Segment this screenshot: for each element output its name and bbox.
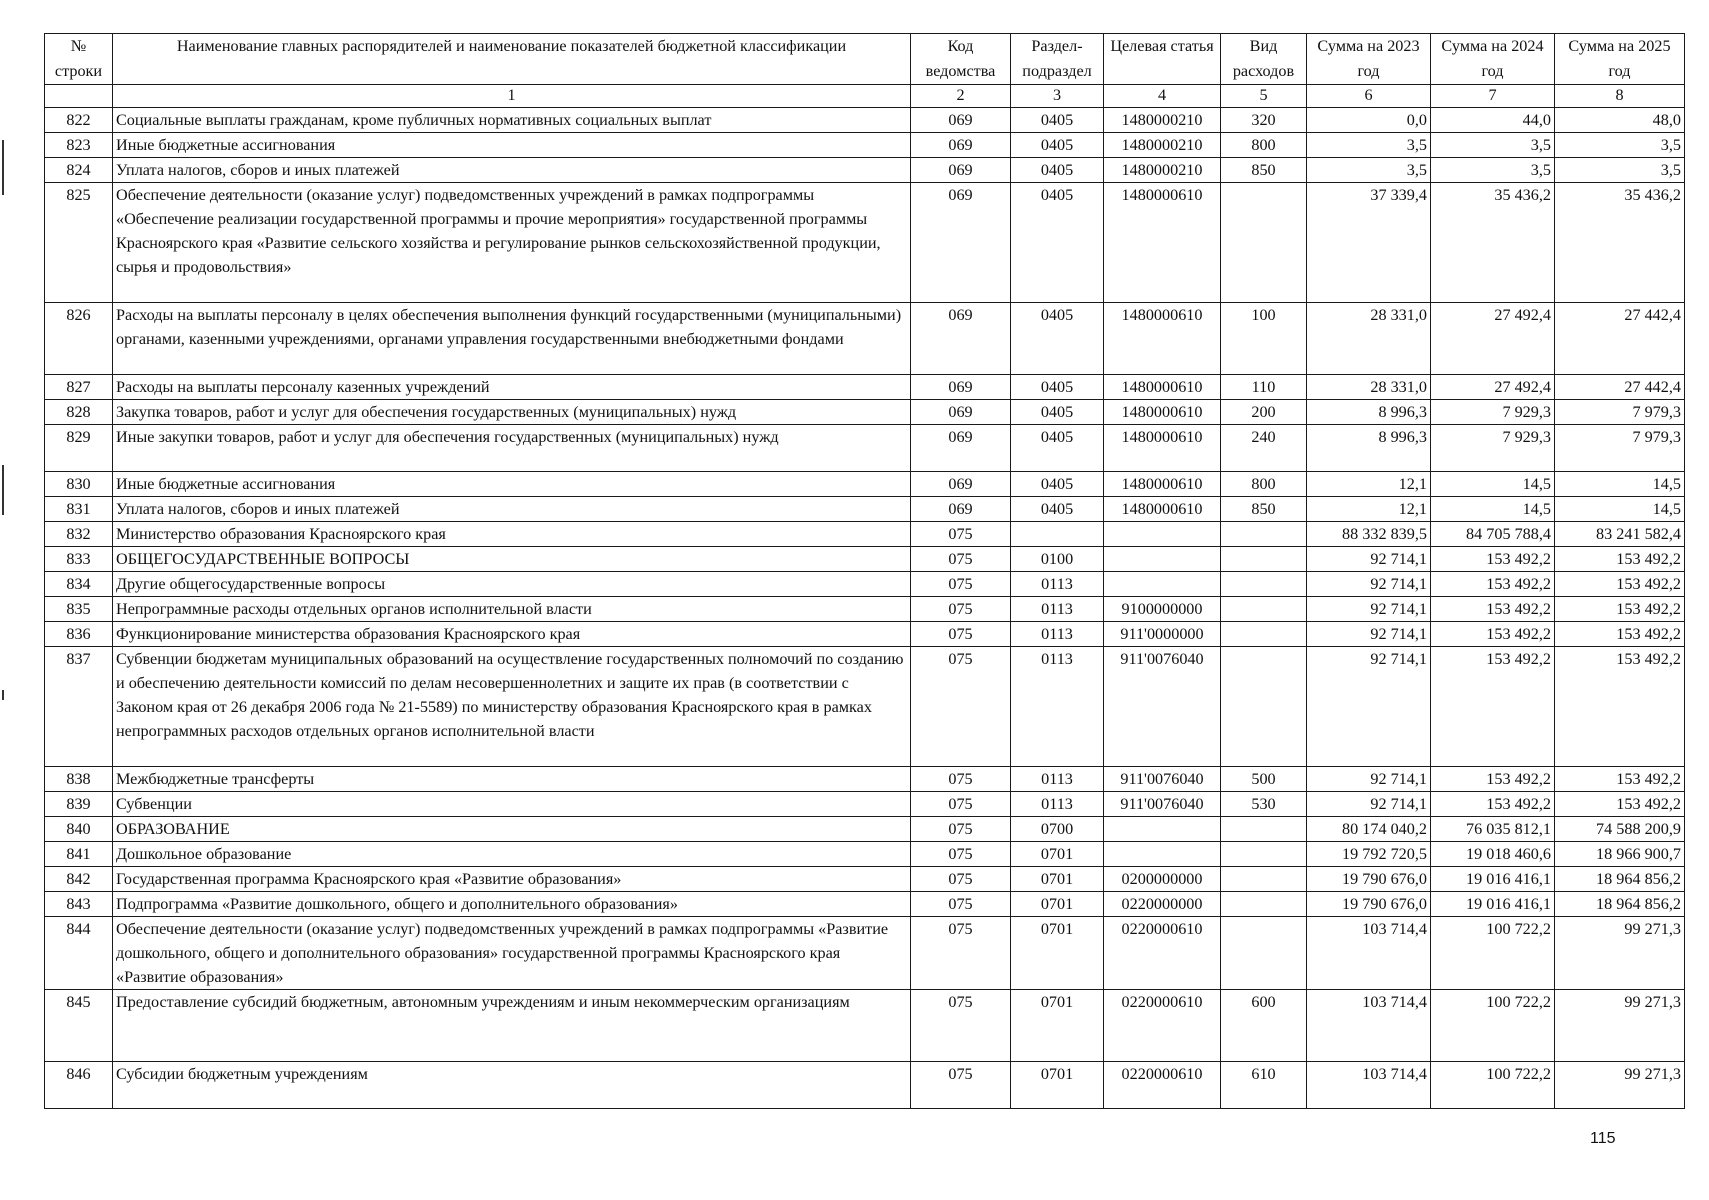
row-name: ОБРАЗОВАНИЕ <box>113 817 911 842</box>
row-target: 1480000210 <box>1104 158 1221 183</box>
row-sum-2025: 153 492,2 <box>1555 572 1685 597</box>
row-dept-code: 075 <box>911 1062 1011 1109</box>
scan-mark <box>2 140 4 195</box>
row-target: 1480000210 <box>1104 133 1221 158</box>
table-row <box>45 767 1685 792</box>
row-section: 0113 <box>1011 792 1104 817</box>
row-exp-type: 800 <box>1221 472 1307 497</box>
col-number: 5 <box>1221 85 1307 108</box>
row-section: 0405 <box>1011 133 1104 158</box>
row-section: 0405 <box>1011 108 1104 133</box>
row-sum-2025: 74 588 200,9 <box>1555 817 1685 842</box>
row-dept-code: 075 <box>911 572 1011 597</box>
row-section: 0405 <box>1011 400 1104 425</box>
row-section: 0405 <box>1011 183 1104 303</box>
row-sum-2023: 80 174 040,2 <box>1307 817 1431 842</box>
row-name: Иные бюджетные ассигнования <box>113 472 911 497</box>
row-number: 824 <box>45 158 113 183</box>
row-sum-2024: 84 705 788,4 <box>1431 522 1555 547</box>
row-dept-code: 075 <box>911 767 1011 792</box>
row-number: 839 <box>45 792 113 817</box>
row-target: 911'0076040 <box>1104 792 1221 817</box>
row-number: 822 <box>45 108 113 133</box>
row-name: Закупка товаров, работ и услуг для обеспечения государственных (муниципальных) нужд <box>113 400 911 425</box>
row-dept-code: 075 <box>911 792 1011 817</box>
row-section: 0113 <box>1011 597 1104 622</box>
row-dept-code: 069 <box>911 375 1011 400</box>
row-number: 831 <box>45 497 113 522</box>
row-dept-code: 075 <box>911 622 1011 647</box>
row-name: Дошкольное образование <box>113 842 911 867</box>
row-name: Министерство образования Красноярского края <box>113 522 911 547</box>
row-name: Уплата налогов, сборов и иных платежей <box>113 158 911 183</box>
row-target: 911'0076040 <box>1104 647 1221 767</box>
row-dept-code: 069 <box>911 303 1011 375</box>
row-number: 844 <box>45 917 113 990</box>
col-number: 4 <box>1104 85 1221 108</box>
row-target <box>1104 817 1221 842</box>
table-row <box>45 867 1685 892</box>
row-sum-2025: 48,0 <box>1555 108 1685 133</box>
col-number: 7 <box>1431 85 1555 108</box>
table-row <box>45 108 1685 133</box>
row-sum-2025: 3,5 <box>1555 158 1685 183</box>
row-sum-2024: 153 492,2 <box>1431 597 1555 622</box>
row-target: 0200000000 <box>1104 867 1221 892</box>
row-number: 843 <box>45 892 113 917</box>
table-row <box>45 303 1685 375</box>
table-row <box>45 183 1685 303</box>
row-dept-code: 075 <box>911 597 1011 622</box>
row-number: 832 <box>45 522 113 547</box>
row-sum-2023: 28 331,0 <box>1307 375 1431 400</box>
row-sum-2024: 100 722,2 <box>1431 990 1555 1062</box>
row-number: 835 <box>45 597 113 622</box>
row-dept-code: 069 <box>911 183 1011 303</box>
row-sum-2024: 27 492,4 <box>1431 303 1555 375</box>
header-section: Раздел-подраздел <box>1011 34 1104 85</box>
row-sum-2023: 103 714,4 <box>1307 990 1431 1062</box>
row-sum-2024: 153 492,2 <box>1431 767 1555 792</box>
table-row <box>45 547 1685 572</box>
row-name: ОБЩЕГОСУДАРСТВЕННЫЕ ВОПРОСЫ <box>113 547 911 572</box>
row-number: 840 <box>45 817 113 842</box>
row-dept-code: 075 <box>911 842 1011 867</box>
row-sum-2024: 44,0 <box>1431 108 1555 133</box>
row-sum-2023: 88 332 839,5 <box>1307 522 1431 547</box>
table-row <box>45 622 1685 647</box>
table-row <box>45 522 1685 547</box>
row-sum-2024: 100 722,2 <box>1431 1062 1555 1109</box>
row-sum-2024: 153 492,2 <box>1431 622 1555 647</box>
row-sum-2024: 14,5 <box>1431 497 1555 522</box>
row-number: 826 <box>45 303 113 375</box>
row-name: Предоставление субсидий бюджетным, автономным учреждениям и иным некоммерческим организациям <box>113 990 911 1062</box>
row-sum-2025: 18 966 900,7 <box>1555 842 1685 867</box>
row-sum-2024: 14,5 <box>1431 472 1555 497</box>
row-exp-type <box>1221 892 1307 917</box>
row-sum-2023: 19 792 720,5 <box>1307 842 1431 867</box>
table-row <box>45 817 1685 842</box>
row-exp-type <box>1221 817 1307 842</box>
row-target: 1480000610 <box>1104 497 1221 522</box>
row-target: 1480000610 <box>1104 472 1221 497</box>
header-target: Целевая статья <box>1104 34 1221 85</box>
row-sum-2023: 92 714,1 <box>1307 622 1431 647</box>
row-target <box>1104 842 1221 867</box>
scan-mark <box>2 690 4 700</box>
row-sum-2024: 76 035 812,1 <box>1431 817 1555 842</box>
row-sum-2025: 7 979,3 <box>1555 425 1685 472</box>
row-sum-2025: 153 492,2 <box>1555 597 1685 622</box>
row-exp-type <box>1221 917 1307 990</box>
row-dept-code: 075 <box>911 522 1011 547</box>
row-number: 842 <box>45 867 113 892</box>
row-sum-2025: 7 979,3 <box>1555 400 1685 425</box>
header-dept-code: Код ведомства <box>911 34 1011 85</box>
row-target: 0220000000 <box>1104 892 1221 917</box>
table-row <box>45 917 1685 990</box>
row-target <box>1104 522 1221 547</box>
row-sum-2023: 0,0 <box>1307 108 1431 133</box>
row-target: 1480000610 <box>1104 303 1221 375</box>
row-sum-2024: 35 436,2 <box>1431 183 1555 303</box>
row-exp-type: 110 <box>1221 375 1307 400</box>
row-exp-type: 850 <box>1221 158 1307 183</box>
row-target: 911'0000000 <box>1104 622 1221 647</box>
row-dept-code: 069 <box>911 108 1011 133</box>
col-number: 6 <box>1307 85 1431 108</box>
row-sum-2023: 12,1 <box>1307 497 1431 522</box>
budget-table-sheet <box>44 33 1684 1109</box>
row-number: 834 <box>45 572 113 597</box>
row-dept-code: 069 <box>911 425 1011 472</box>
row-sum-2023: 92 714,1 <box>1307 572 1431 597</box>
row-sum-2023: 92 714,1 <box>1307 792 1431 817</box>
row-sum-2025: 83 241 582,4 <box>1555 522 1685 547</box>
row-sum-2024: 153 492,2 <box>1431 572 1555 597</box>
row-sum-2023: 8 996,3 <box>1307 425 1431 472</box>
row-name: Расходы на выплаты персоналу казенных учреждений <box>113 375 911 400</box>
row-exp-type <box>1221 547 1307 572</box>
row-number: 845 <box>45 990 113 1062</box>
row-section: 0405 <box>1011 497 1104 522</box>
row-sum-2023: 3,5 <box>1307 133 1431 158</box>
row-sum-2024: 27 492,4 <box>1431 375 1555 400</box>
row-dept-code: 075 <box>911 990 1011 1062</box>
row-number: 841 <box>45 842 113 867</box>
row-sum-2024: 19 018 460,6 <box>1431 842 1555 867</box>
row-sum-2023: 92 714,1 <box>1307 647 1431 767</box>
row-target: 9100000000 <box>1104 597 1221 622</box>
row-name: Обеспечение деятельности (оказание услуг) подведомственных учреждений в рамках подпрограммы «Обеспечение реализации государственной программы и прочие мероприятия» государственной программы Красноярского края «Развитие сельского хозяйства и регулирование рынков сельскохозяйственной продукции, сырья и продовольствия» <box>113 183 911 303</box>
row-exp-type: 600 <box>1221 990 1307 1062</box>
row-sum-2024: 19 016 416,1 <box>1431 892 1555 917</box>
row-name: Субсидии бюджетным учреждениям <box>113 1062 911 1109</box>
row-section: 0701 <box>1011 892 1104 917</box>
row-target: 1480000610 <box>1104 425 1221 472</box>
row-target: 0220000610 <box>1104 990 1221 1062</box>
table-row <box>45 1062 1685 1109</box>
row-sum-2023: 92 714,1 <box>1307 767 1431 792</box>
row-sum-2024: 7 929,3 <box>1431 425 1555 472</box>
page-number: 115 <box>1590 1130 1616 1147</box>
row-target: 0220000610 <box>1104 1062 1221 1109</box>
row-dept-code: 069 <box>911 158 1011 183</box>
row-number: 830 <box>45 472 113 497</box>
table-row <box>45 133 1685 158</box>
row-name: Подпрограмма «Развитие дошкольного, общего и дополнительного образования» <box>113 892 911 917</box>
row-exp-type <box>1221 867 1307 892</box>
row-name: Непрограммные расходы отдельных органов исполнительной власти <box>113 597 911 622</box>
row-dept-code: 075 <box>911 892 1011 917</box>
table-row <box>45 792 1685 817</box>
row-dept-code: 069 <box>911 133 1011 158</box>
row-section: 0405 <box>1011 303 1104 375</box>
header-exp-type: Вид расходов <box>1221 34 1307 85</box>
row-name: Государственная программа Красноярского края «Развитие образования» <box>113 867 911 892</box>
row-name: Расходы на выплаты персоналу в целях обеспечения выполнения функций государственными (муниципальными) органами, казенными учреждениями, органами управления государственными внебюджетными фондами <box>113 303 911 375</box>
row-exp-type <box>1221 597 1307 622</box>
row-section: 0700 <box>1011 817 1104 842</box>
row-sum-2024: 3,5 <box>1431 158 1555 183</box>
row-sum-2023: 103 714,4 <box>1307 1062 1431 1109</box>
table-row <box>45 572 1685 597</box>
row-sum-2025: 35 436,2 <box>1555 183 1685 303</box>
row-sum-2023: 3,5 <box>1307 158 1431 183</box>
table-row <box>45 425 1685 472</box>
row-number: 829 <box>45 425 113 472</box>
row-section: 0113 <box>1011 767 1104 792</box>
row-name: Уплата налогов, сборов и иных платежей <box>113 497 911 522</box>
row-exp-type <box>1221 647 1307 767</box>
row-section: 0113 <box>1011 647 1104 767</box>
row-sum-2023: 8 996,3 <box>1307 400 1431 425</box>
row-sum-2025: 153 492,2 <box>1555 792 1685 817</box>
row-sum-2025: 99 271,3 <box>1555 990 1685 1062</box>
budget-table <box>44 33 1685 1109</box>
row-number: 838 <box>45 767 113 792</box>
row-section: 0405 <box>1011 472 1104 497</box>
row-dept-code: 075 <box>911 867 1011 892</box>
header-row <box>45 34 1685 85</box>
table-row <box>45 400 1685 425</box>
col-number: 1 <box>113 85 911 108</box>
row-sum-2025: 99 271,3 <box>1555 917 1685 990</box>
header-row-no: № строки <box>45 34 113 85</box>
row-exp-type: 320 <box>1221 108 1307 133</box>
row-section: 0100 <box>1011 547 1104 572</box>
row-sum-2025: 153 492,2 <box>1555 622 1685 647</box>
table-row <box>45 158 1685 183</box>
row-sum-2025: 3,5 <box>1555 133 1685 158</box>
row-number: 825 <box>45 183 113 303</box>
row-target: 0220000610 <box>1104 917 1221 990</box>
row-exp-type <box>1221 522 1307 547</box>
table-row <box>45 990 1685 1062</box>
row-target <box>1104 572 1221 597</box>
row-number: 828 <box>45 400 113 425</box>
row-target: 1480000610 <box>1104 375 1221 400</box>
row-sum-2023: 103 714,4 <box>1307 917 1431 990</box>
table-row <box>45 892 1685 917</box>
row-sum-2025: 153 492,2 <box>1555 767 1685 792</box>
table-row <box>45 647 1685 767</box>
row-exp-type: 610 <box>1221 1062 1307 1109</box>
row-exp-type <box>1221 622 1307 647</box>
row-sum-2024: 3,5 <box>1431 133 1555 158</box>
row-section: 0701 <box>1011 842 1104 867</box>
row-section <box>1011 522 1104 547</box>
table-row <box>45 497 1685 522</box>
row-sum-2023: 19 790 676,0 <box>1307 892 1431 917</box>
row-sum-2024: 100 722,2 <box>1431 917 1555 990</box>
row-sum-2025: 14,5 <box>1555 472 1685 497</box>
row-sum-2025: 27 442,4 <box>1555 303 1685 375</box>
row-sum-2023: 28 331,0 <box>1307 303 1431 375</box>
row-sum-2023: 19 790 676,0 <box>1307 867 1431 892</box>
row-name: Другие общегосударственные вопросы <box>113 572 911 597</box>
col-number: 2 <box>911 85 1011 108</box>
row-sum-2025: 14,5 <box>1555 497 1685 522</box>
row-name: Иные закупки товаров, работ и услуг для обеспечения государственных (муниципальных) нужд <box>113 425 911 472</box>
row-sum-2025: 99 271,3 <box>1555 1062 1685 1109</box>
row-section: 0405 <box>1011 158 1104 183</box>
row-dept-code: 069 <box>911 497 1011 522</box>
row-name: Субвенции бюджетам муниципальных образований на осуществление государственных полномочий по созданию и обеспечению деятельности комиссий по делам несовершеннолетних и защите их прав (в соответствии с Законом края от 26 декабря 2006 года № 21-5589) по министерству образования Красноярского края в рамках непрограммных расходов отдельных органов исполнительной власти <box>113 647 911 767</box>
row-target: 911'0076040 <box>1104 767 1221 792</box>
row-target: 1480000210 <box>1104 108 1221 133</box>
header-sum-2025: Сумма на 2025 год <box>1555 34 1685 85</box>
row-section: 0113 <box>1011 622 1104 647</box>
row-target: 1480000610 <box>1104 183 1221 303</box>
row-exp-type: 850 <box>1221 497 1307 522</box>
row-sum-2024: 153 492,2 <box>1431 792 1555 817</box>
row-target <box>1104 547 1221 572</box>
row-section: 0701 <box>1011 990 1104 1062</box>
row-dept-code: 069 <box>911 400 1011 425</box>
row-section: 0701 <box>1011 867 1104 892</box>
row-exp-type <box>1221 572 1307 597</box>
row-number: 833 <box>45 547 113 572</box>
row-sum-2024: 19 016 416,1 <box>1431 867 1555 892</box>
row-dept-code: 075 <box>911 917 1011 990</box>
row-dept-code: 075 <box>911 647 1011 767</box>
row-exp-type: 100 <box>1221 303 1307 375</box>
row-number: 827 <box>45 375 113 400</box>
row-section: 0701 <box>1011 1062 1104 1109</box>
row-name: Субвенции <box>113 792 911 817</box>
row-sum-2025: 153 492,2 <box>1555 647 1685 767</box>
row-dept-code: 069 <box>911 472 1011 497</box>
row-number: 846 <box>45 1062 113 1109</box>
row-sum-2025: 18 964 856,2 <box>1555 892 1685 917</box>
row-dept-code: 075 <box>911 547 1011 572</box>
row-sum-2023: 92 714,1 <box>1307 547 1431 572</box>
row-exp-type: 200 <box>1221 400 1307 425</box>
row-name: Иные бюджетные ассигнования <box>113 133 911 158</box>
col-number <box>45 85 113 108</box>
row-section: 0405 <box>1011 375 1104 400</box>
row-sum-2024: 153 492,2 <box>1431 647 1555 767</box>
row-number: 823 <box>45 133 113 158</box>
row-exp-type: 240 <box>1221 425 1307 472</box>
table-row <box>45 375 1685 400</box>
row-sum-2023: 37 339,4 <box>1307 183 1431 303</box>
row-sum-2025: 18 964 856,2 <box>1555 867 1685 892</box>
row-section: 0405 <box>1011 425 1104 472</box>
row-number: 836 <box>45 622 113 647</box>
row-section: 0701 <box>1011 917 1104 990</box>
row-sum-2024: 153 492,2 <box>1431 547 1555 572</box>
header-sum-2023: Сумма на 2023 год <box>1307 34 1431 85</box>
header-sum-2024: Сумма на 2024 год <box>1431 34 1555 85</box>
row-sum-2025: 153 492,2 <box>1555 547 1685 572</box>
table-row <box>45 597 1685 622</box>
col-number: 8 <box>1555 85 1685 108</box>
table-row <box>45 842 1685 867</box>
row-name: Межбюджетные трансферты <box>113 767 911 792</box>
row-exp-type <box>1221 183 1307 303</box>
column-number-row <box>45 85 1685 108</box>
row-exp-type <box>1221 842 1307 867</box>
table-row <box>45 472 1685 497</box>
col-number: 3 <box>1011 85 1104 108</box>
row-exp-type: 800 <box>1221 133 1307 158</box>
header-name: Наименование главных распорядителей и наименование показателей бюджетной классификации <box>113 34 911 85</box>
row-sum-2023: 12,1 <box>1307 472 1431 497</box>
row-exp-type: 530 <box>1221 792 1307 817</box>
row-sum-2025: 27 442,4 <box>1555 375 1685 400</box>
scan-mark <box>2 465 4 515</box>
row-sum-2024: 7 929,3 <box>1431 400 1555 425</box>
row-target: 1480000610 <box>1104 400 1221 425</box>
row-name: Социальные выплаты гражданам, кроме публичных нормативных социальных выплат <box>113 108 911 133</box>
row-sum-2023: 92 714,1 <box>1307 597 1431 622</box>
row-exp-type: 500 <box>1221 767 1307 792</box>
row-dept-code: 075 <box>911 817 1011 842</box>
row-name: Функционирование министерства образования Красноярского края <box>113 622 911 647</box>
row-name: Обеспечение деятельности (оказание услуг) подведомственных учреждений в рамках подпрограммы «Развитие дошкольного, общего и дополнительного образования» государственной программы Красноярского края «Развитие образования» <box>113 917 911 990</box>
row-section: 0113 <box>1011 572 1104 597</box>
row-number: 837 <box>45 647 113 767</box>
